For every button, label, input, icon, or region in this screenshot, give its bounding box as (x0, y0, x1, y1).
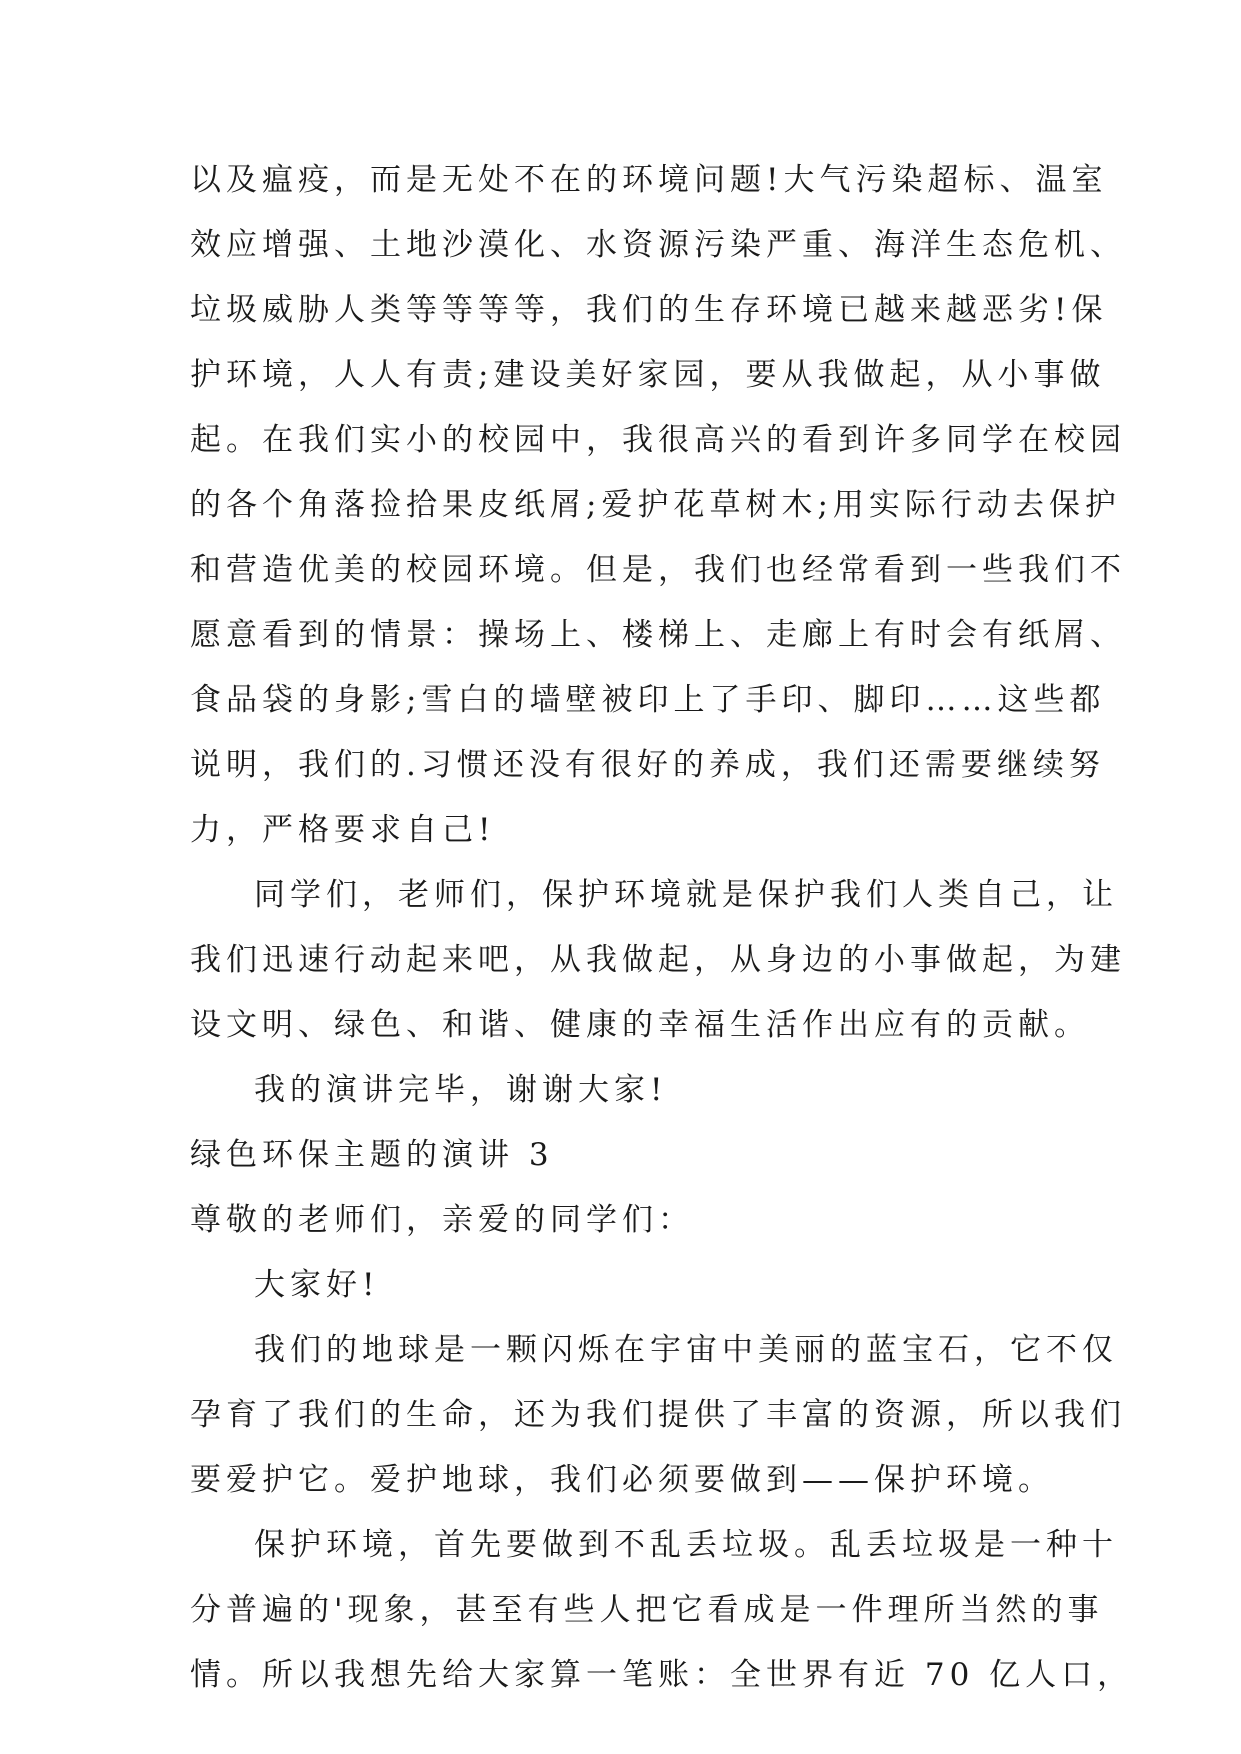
text-line: 和营造优美的校园环境。但是，我们也经常看到一些我们不 (190, 552, 1126, 588)
text-line: 愿意看到的情景：操场上、楼梯上、走廊上有时会有纸屑、 (190, 617, 1126, 653)
text-line: 护环境，人人有责;建设美好家园，要从我做起，从小事做 (190, 357, 1106, 393)
text-line: 以及瘟疫，而是无处不在的环境问题!大气污染超标、温室 (190, 162, 1108, 198)
text-line: 的各个角落捡拾果皮纸屑;爱护花草树木;用实际行动去保护 (190, 487, 1121, 523)
text-line: 食品袋的身影;雪白的墙壁被印上了手印、脚印……这些都 (190, 682, 1106, 718)
text-line: 我的演讲完毕，谢谢大家! (254, 1072, 668, 1108)
text-line: 情。所以我想先给大家算一笔账：全世界有近 70 亿人口， (190, 1657, 1134, 1693)
text-line: 分普遍的'现象，甚至有些人把它看成是一件理所当然的事 (190, 1592, 1104, 1628)
text-line: 绿色环保主题的演讲 3 (190, 1137, 554, 1173)
text-line: 效应增强、土地沙漠化、水资源污染严重、海洋生态危机、 (190, 227, 1126, 263)
document-body (190, 148, 1134, 1708)
text-line: 孕育了我们的生命，还为我们提供了丰富的资源，所以我们 (190, 1397, 1126, 1433)
text-line: 同学们，老师们，保护环境就是保护我们人类自己，让 (254, 877, 1118, 913)
text-line: 起。在我们实小的校园中，我很高兴的看到许多同学在校园 (190, 422, 1126, 458)
text-line: 垃圾威胁人类等等等等，我们的生存环境已越来越恶劣!保 (190, 292, 1108, 328)
text-line: 要爱护它。爱护地球，我们必须要做到——保护环境。 (190, 1462, 1054, 1498)
text-line: 说明，我们的.习惯还没有很好的养成，我们还需要继续努 (190, 747, 1105, 783)
text-line: 我们的地球是一颗闪烁在宇宙中美丽的蓝宝石，它不仅 (254, 1332, 1118, 1368)
text-line: 尊敬的老师们，亲爱的同学们： (190, 1202, 694, 1238)
text-line: 我们迅速行动起来吧，从我做起，从身边的小事做起，为建 (190, 942, 1126, 978)
text-line: 保护环境，首先要做到不乱丢垃圾。乱丢垃圾是一种十 (254, 1527, 1118, 1563)
text-line: 力，严格要求自己! (190, 812, 496, 848)
text-line: 大家好! (254, 1267, 380, 1303)
text-line: 设文明、绿色、和谐、健康的幸福生活作出应有的贡献。 (190, 1007, 1090, 1043)
